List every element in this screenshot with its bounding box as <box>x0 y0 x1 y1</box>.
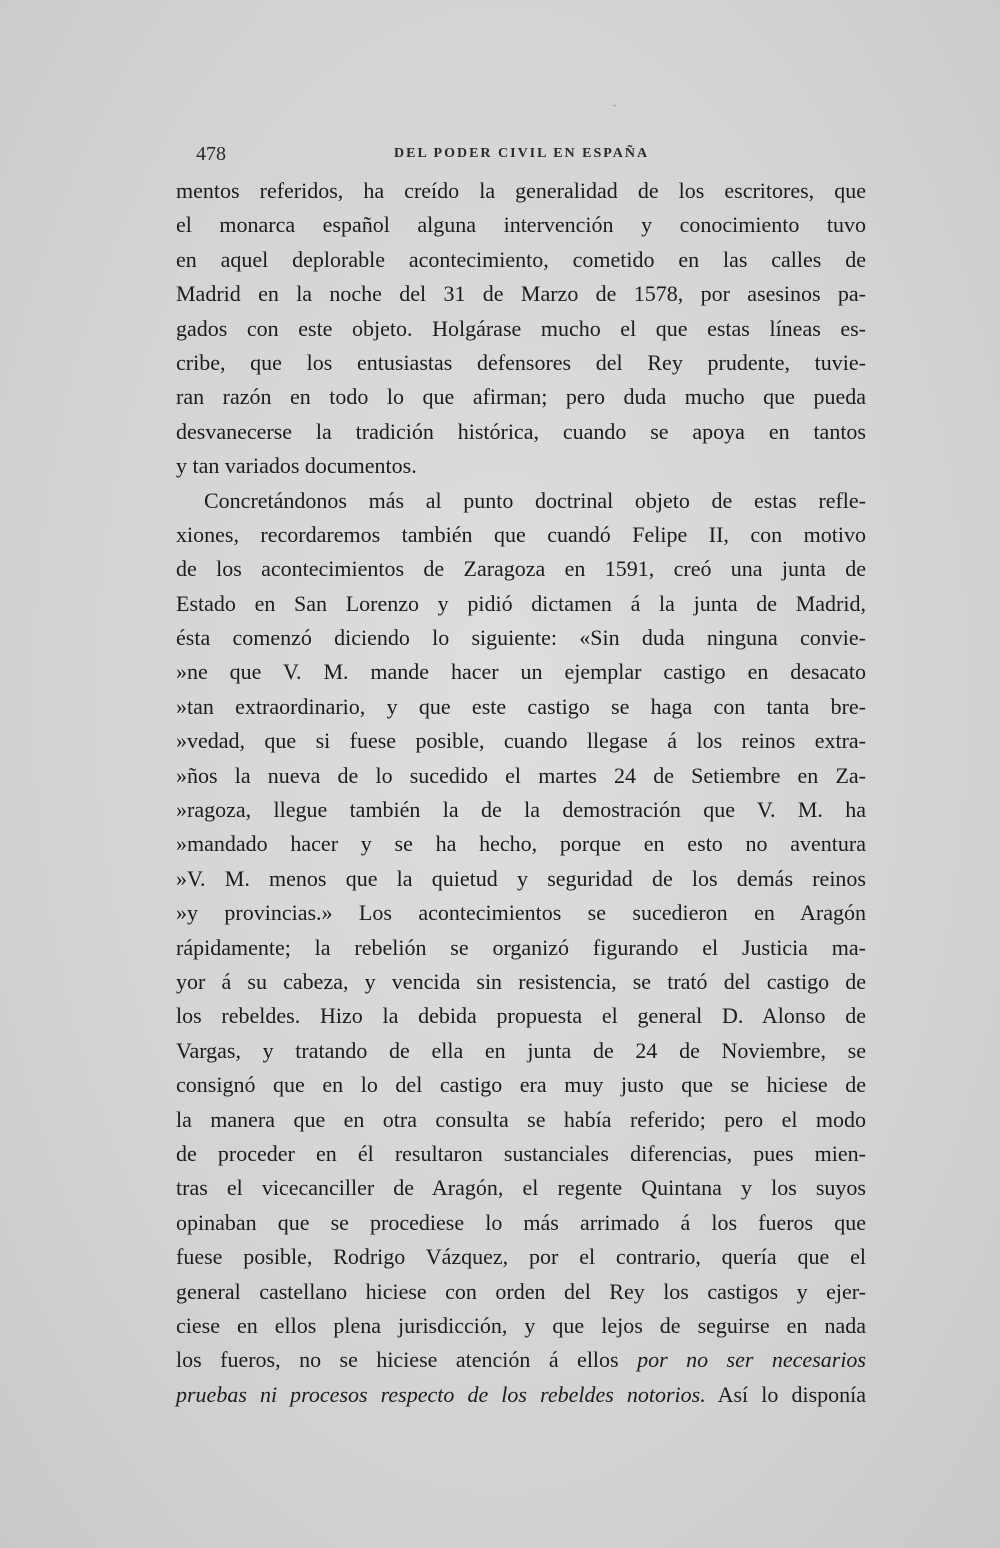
text-line: ran razón en todo lo que afirman; pero duda mucho que pueda <box>176 384 866 410</box>
plain-text: los fueros, no se hiciese atención á ellos <box>176 1347 638 1373</box>
text-line: de los acontecimientos de Zaragoza en 1591, creó una junta de <box>176 556 866 582</box>
text-line: opinaban que se procediese lo más arrimado á los fueros que <box>176 1209 866 1235</box>
text-line: gados con este objeto. Holgárase mucho el que estas líneas es- <box>176 315 866 341</box>
text-line: mentos referidos, ha creído la generalidad de los escritores, que <box>176 178 866 203</box>
page-header <box>176 143 866 173</box>
text-line <box>176 1343 866 1377</box>
text-line: el monarca español alguna intervención y conocimiento tuvo <box>176 212 866 238</box>
page-number: 478 <box>196 143 226 165</box>
text-line: yor á su cabeza, y vencida sin resistencia, se trató del castigo de <box>176 968 866 994</box>
text-line: tras el vicecanciller de Aragón, el regente Quintana y los suyos <box>176 1175 866 1201</box>
paragraph-start-line: Concretándonos más al punto doctrinal objeto de estas refle- <box>204 487 866 513</box>
text-line: de proceder en él resultaron sustanciales diferencias, pues mien- <box>176 1140 866 1166</box>
italic-text: pruebas ni procesos respecto de los rebeldes notorios. <box>176 1381 706 1407</box>
text-line: en aquel deplorable acontecimiento, cometido en las calles de <box>176 246 866 272</box>
text-line: »ne que V. M. mande hacer un ejemplar castigo en desacato <box>176 659 866 685</box>
text-line: los rebeldes. Hizo la debida propuesta el general D. Alonso de <box>176 1003 866 1029</box>
text-line: y tan variados documentos. <box>176 453 417 479</box>
text-line: general castellano hiciese con orden del Rey los castigos y ejer- <box>176 1278 866 1304</box>
text-line: desvanecerse la tradición histórica, cuando se apoya en tantos <box>176 418 866 444</box>
text-line: consignó que en lo del castigo era muy justo que se hiciese de <box>176 1072 866 1098</box>
text-line: »tan extraordinario, y que este castigo se haga con tanta bre- <box>176 693 866 719</box>
text-line: »y provincias.» Los acontecimientos se sucedieron en Aragón <box>176 900 866 926</box>
text-line: Madrid en la noche del 31 de Marzo de 1578, por asesinos pa- <box>176 281 866 307</box>
text-line: »vedad, que si fuese posible, cuando llegase á los reinos extra- <box>176 728 866 754</box>
text-line: Estado en San Lorenzo y pidió dictamen á la junta de Madrid, <box>176 590 866 616</box>
text-line: »V. M. menos que la quietud y seguridad de los demás reinos <box>176 865 866 891</box>
text-line: rápidamente; la rebelión se organizó figurando el Justicia ma- <box>176 934 866 960</box>
text-line: xiones, recordaremos también que cuandó Felipe II, con motivo <box>176 521 866 547</box>
scan-speck: · <box>612 98 618 115</box>
text-line: »ragoza, llegue también la de la demostración que V. M. ha <box>176 797 866 823</box>
body-text <box>176 174 866 1412</box>
text-line: fuese posible, Rodrigo Vázquez, por el contrario, quería que el <box>176 1244 866 1270</box>
text-line: Vargas, y tratando de ella en junta de 24 de Noviembre, se <box>176 1037 866 1063</box>
text-line: ésta comenzó diciendo lo siguiente: «Sin duda ninguna convie- <box>176 625 866 651</box>
text-line: »ños la nueva de lo sucedido el martes 24 de Setiembre en Za- <box>176 762 866 788</box>
running-head: DEL PODER CIVIL EN ESPAÑA <box>394 146 650 161</box>
plain-text: Así lo disponía <box>705 1381 867 1407</box>
text-line: cribe, que los entusiastas defensores del Rey prudente, tuvie- <box>176 349 866 375</box>
text-line: »mandado hacer y se ha hecho, porque en esto no aventura <box>176 831 866 857</box>
italic-text: por no ser necesarios <box>637 1347 866 1373</box>
text-line: la manera que en otra consulta se había referido; pero el modo <box>176 1106 866 1132</box>
text-line <box>176 1378 866 1412</box>
text-line: ciese en ellos plena jurisdicción, y que lejos de seguirse en nada <box>176 1312 866 1338</box>
